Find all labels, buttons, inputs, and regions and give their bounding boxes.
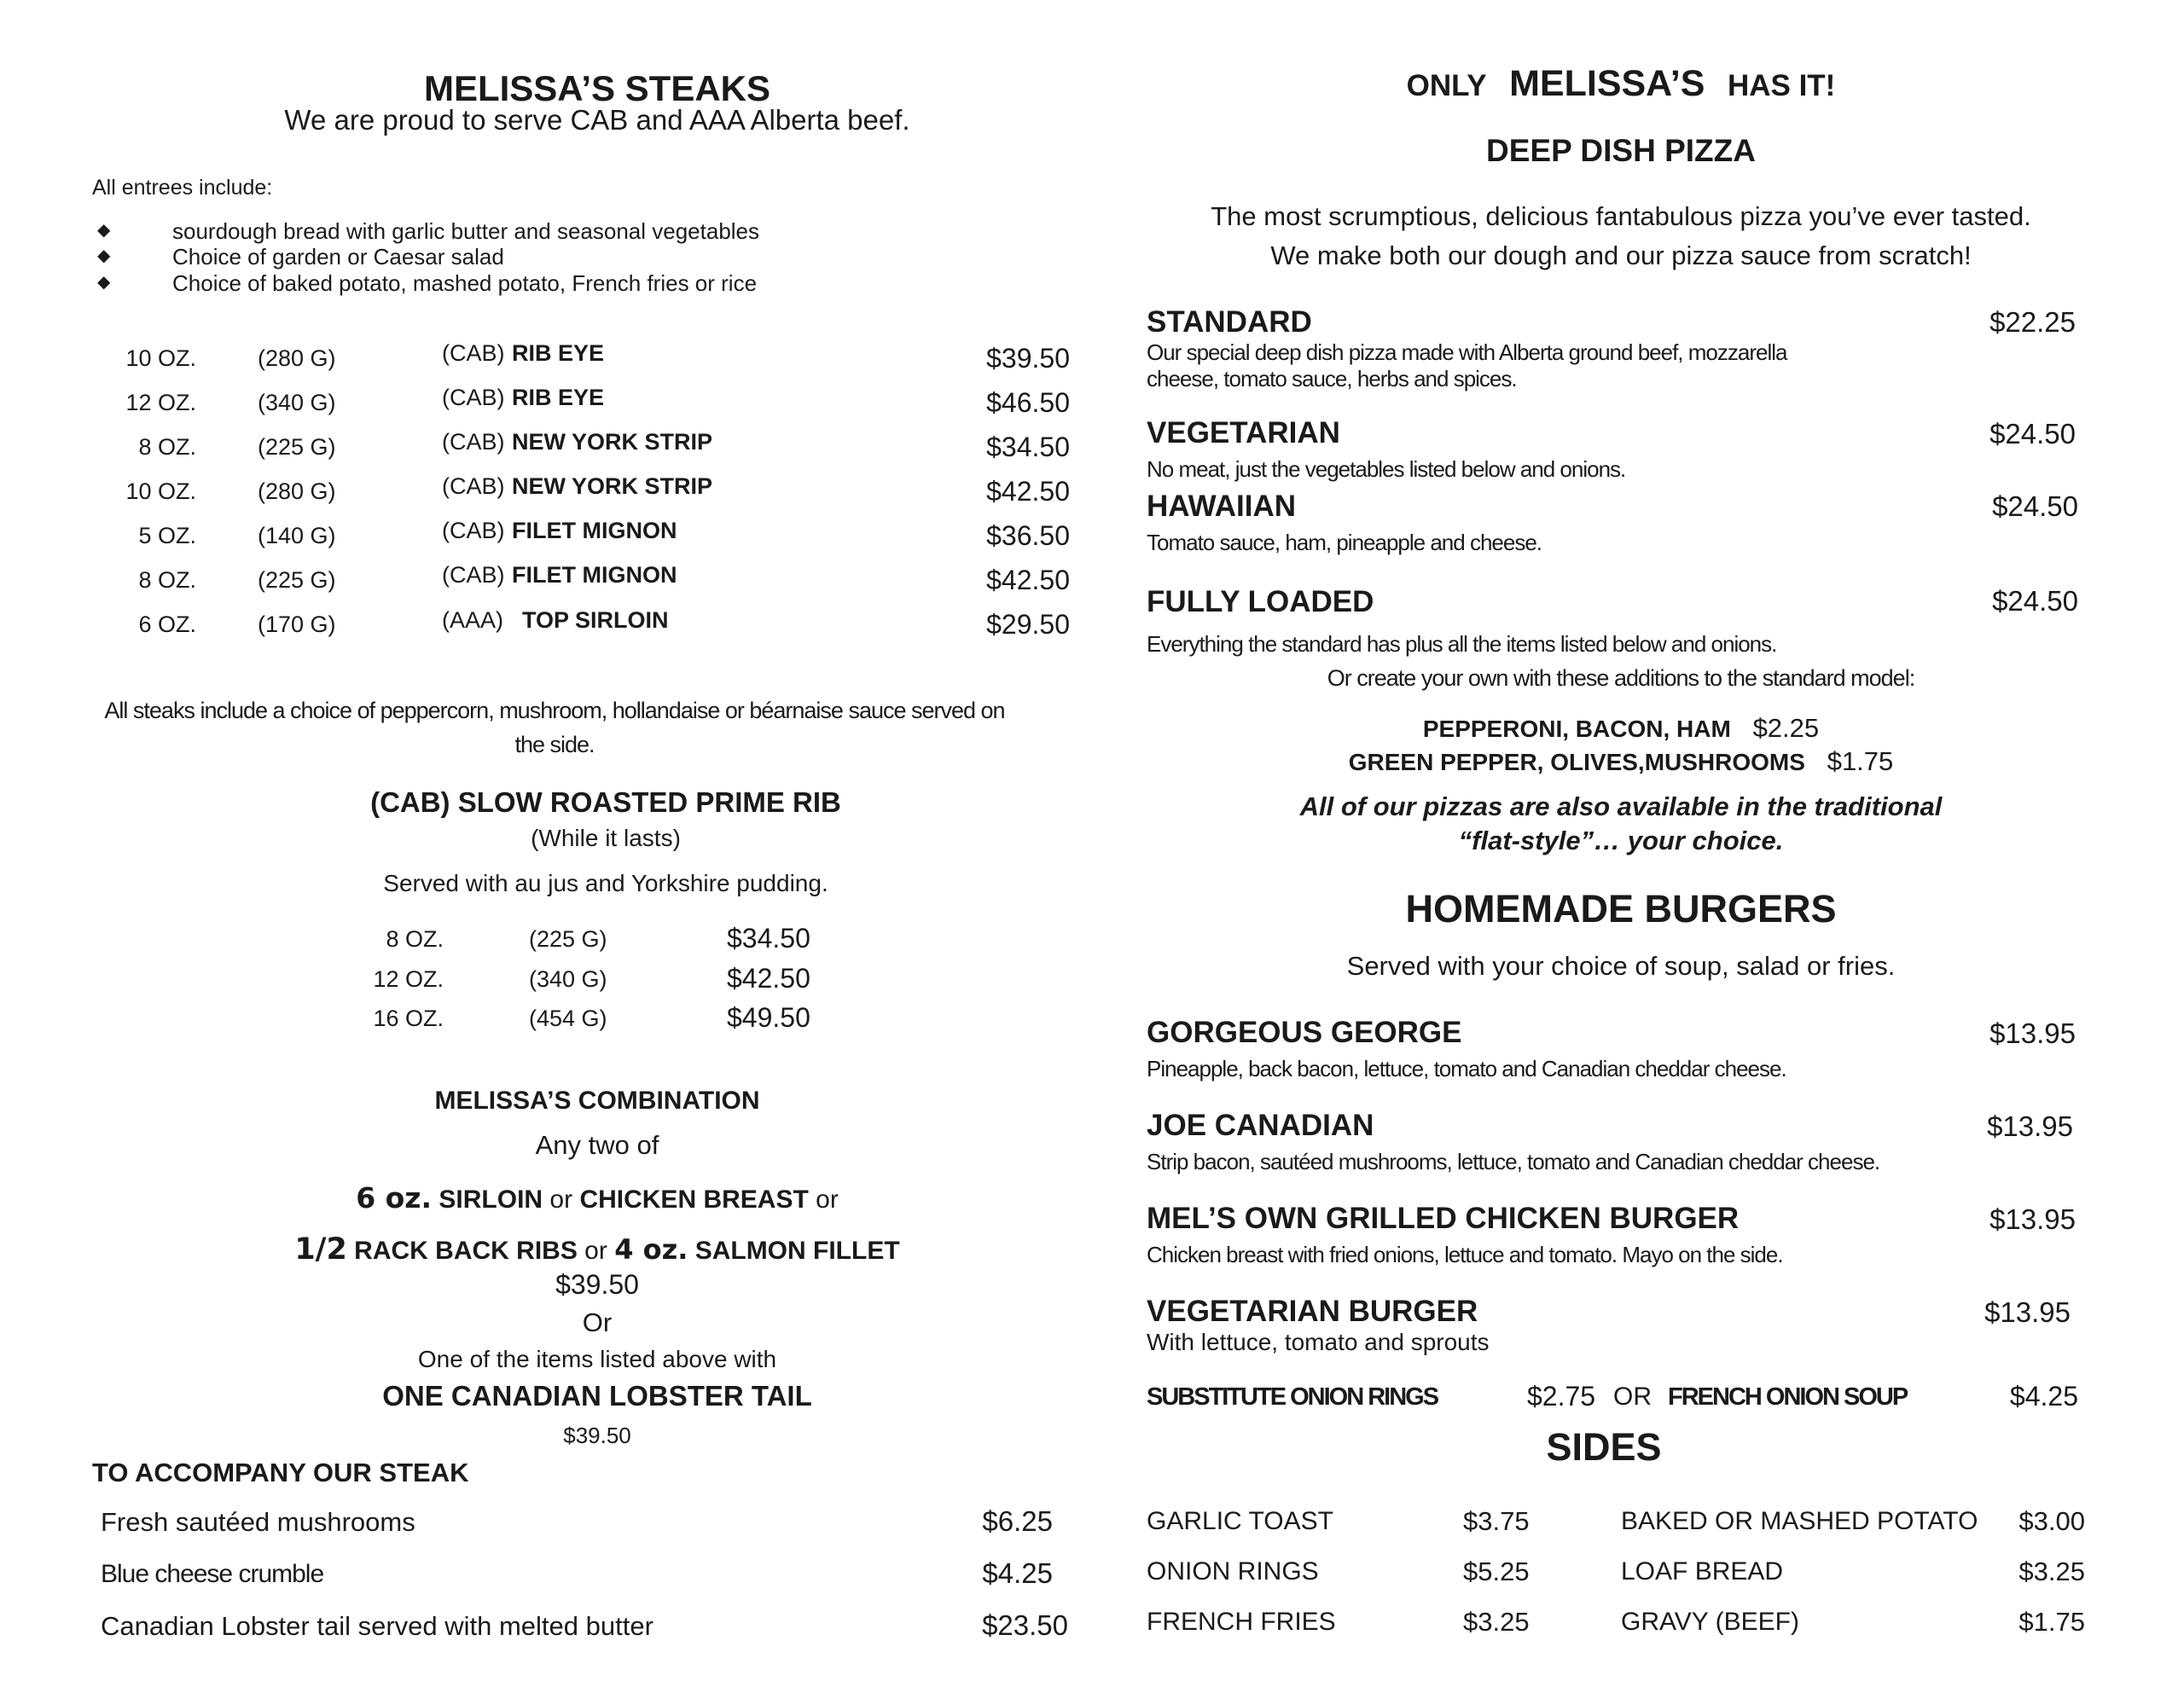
addition-line xyxy=(1194,713,2048,744)
steak-price: $34.50 xyxy=(986,432,1070,462)
steak-grams: (140 G) xyxy=(258,523,336,548)
steak-name: RIB EYE xyxy=(512,385,605,410)
burger-price: $13.95 xyxy=(1989,1017,2076,1049)
steak-grade: (CAB) xyxy=(442,340,505,366)
steak-grade: (CAB) xyxy=(442,518,505,543)
steak-name: RIB EYE xyxy=(512,340,605,366)
burgers-subtitle: Served with your choice of soup, salad or fries. xyxy=(1346,951,1896,981)
steak-name: FILET MIGNON xyxy=(512,518,677,543)
side-price: $1.75 xyxy=(2018,1607,2085,1637)
side-name: ONION RINGS xyxy=(1147,1557,1319,1586)
burger-name: GORGEOUS GEORGE xyxy=(1147,1016,1462,1049)
sauce-note: All steaks include a choice of peppercorn, mushroom, hollandaise or béarnaise sauce served on xyxy=(104,698,1005,723)
steak-price: $39.50 xyxy=(986,343,1070,374)
steak-oz: 8 OZ. xyxy=(138,434,196,460)
accompany-title: TO ACCOMPANY OUR STEAK xyxy=(92,1458,469,1487)
steak-oz: 12 OZ. xyxy=(125,390,196,415)
prime-rib-note: (While it lasts) xyxy=(531,825,681,851)
steak-grade: (CAB) xyxy=(442,429,505,455)
pizza-desc-cont: We make both our dough and our pizza sauce from scratch! xyxy=(1270,241,1972,270)
combo-lobster-price: $39.50 xyxy=(563,1423,631,1448)
addition-line xyxy=(1194,746,2048,777)
steak-oz: 8 OZ. xyxy=(138,567,196,593)
prime-rib-price: $49.50 xyxy=(727,1002,810,1033)
steak-grams: (340 G) xyxy=(258,390,336,415)
pizza-name: STANDARD xyxy=(1147,305,1312,339)
combo-alt-line: One of the items listed above with xyxy=(417,1346,777,1372)
steak-grade: (CAB) xyxy=(442,385,505,410)
accompany-item-name: Canadian Lobster tail served with melted butter xyxy=(101,1611,653,1641)
prime-rib-grams: (340 G) xyxy=(529,966,607,992)
steak-grade: (CAB) xyxy=(442,562,505,588)
substitute-onion-rings-price: $2.75 xyxy=(1527,1381,1596,1412)
sides-title: SIDES xyxy=(1546,1425,1662,1469)
side-name: FRENCH FRIES xyxy=(1147,1608,1336,1636)
combo-or: or xyxy=(543,1186,580,1214)
side-price: $3.25 xyxy=(1463,1607,1530,1637)
combo-lobster: ONE CANADIAN LOBSTER TAIL xyxy=(382,1380,812,1412)
steak-grams: (280 G) xyxy=(258,478,336,504)
steak-grade: (CAB) xyxy=(442,473,505,499)
steak-price: $29.50 xyxy=(986,609,1070,640)
burgers-title: HOMEMADE BURGERS xyxy=(1405,887,1837,930)
list-item: sourdough bread with garlic butter and seasonal vegetables xyxy=(172,218,760,244)
combo-sirloin: SIRLOIN xyxy=(432,1186,543,1214)
pizza-title: DEEP DISH PIZZA xyxy=(1486,133,1756,168)
combo-or: or xyxy=(808,1186,839,1214)
only-melissas-header xyxy=(1280,63,1962,105)
burger-price: $13.95 xyxy=(1987,1110,2073,1142)
burger-desc: Chicken breast with fried onions, lettuce and tomato. Mayo on the side. xyxy=(1147,1242,1783,1267)
prime-rib-oz: 16 OZ. xyxy=(373,1006,444,1031)
combo-or: or xyxy=(577,1237,615,1265)
steak-price: $42.50 xyxy=(986,476,1070,507)
pizza-price: $24.50 xyxy=(1989,418,2076,449)
combo-sirloin-size: 6 oz. xyxy=(356,1181,433,1215)
substitute-soup-price: $4.25 xyxy=(2009,1381,2078,1412)
substitute-onion-rings: SUBSTITUTE ONION RINGS xyxy=(1147,1383,1438,1411)
pizza-name: HAWAIIAN xyxy=(1147,490,1296,523)
burger-price: $13.95 xyxy=(1984,1296,2071,1328)
combo-or-text: Or xyxy=(582,1307,613,1337)
steak-price: $42.50 xyxy=(986,565,1070,595)
burger-name: MEL’S OWN GRILLED CHICKEN BURGER xyxy=(1147,1202,1740,1235)
combo-option-line-1 xyxy=(256,1181,938,1215)
header-melissas: MELISSA’S xyxy=(1509,63,1705,104)
pizza-price: $24.50 xyxy=(1992,585,2078,617)
steak-price: $46.50 xyxy=(986,387,1070,418)
substitute-french-onion-soup: FRENCH ONION SOUP xyxy=(1668,1383,1908,1411)
accompany-item-name: Blue cheese crumble xyxy=(101,1560,324,1588)
prime-rib-title: (CAB) SLOW ROASTED PRIME RIB xyxy=(370,786,841,818)
steak-grams: (280 G) xyxy=(258,345,336,371)
pizza-price: $24.50 xyxy=(1992,490,2078,522)
pizza-desc-line: No meat, just the vegetables listed below and onions. xyxy=(1147,456,1626,482)
steak-name: FILET MIGNON xyxy=(512,562,677,588)
accompany-item-name: Fresh sautéed mushrooms xyxy=(101,1507,415,1537)
combo-any-two: Any two of xyxy=(535,1130,659,1160)
steaks-title: MELISSA’S STEAKS xyxy=(423,68,771,108)
combo-chicken: CHICKEN BREAST xyxy=(579,1186,809,1214)
steak-oz: 10 OZ. xyxy=(125,345,196,371)
side-price: $3.00 xyxy=(2018,1506,2085,1536)
pizza-desc: The most scrumptious, delicious fantabulous pizza you’ve ever tasted. xyxy=(1211,201,2031,231)
prime-rib-served: Served with au jus and Yorkshire pudding. xyxy=(383,870,828,896)
burger-price: $13.95 xyxy=(1989,1203,2076,1235)
bullet-diamond-icon: ◆ xyxy=(97,221,111,240)
combo-title: MELISSA’S COMBINATION xyxy=(434,1087,760,1115)
side-name: GARLIC TOAST xyxy=(1147,1507,1333,1535)
steak-grade: (AAA) xyxy=(442,607,504,633)
side-name: GRAVY (BEEF) xyxy=(1621,1608,1799,1636)
create-own-text: Or create your own with these additions to the standard model: xyxy=(1327,665,1915,691)
combo-salmon-size: 4 oz. xyxy=(614,1233,688,1266)
addition-items: GREEN PEPPER, OLIVES,MUSHROOMS xyxy=(1348,749,1805,775)
prime-rib-price: $34.50 xyxy=(727,923,810,954)
pizza-desc-line: Our special deep dish pizza made with Alberta ground beef, mozzarella xyxy=(1147,339,1787,365)
prime-rib-grams: (225 G) xyxy=(529,926,607,952)
side-price: $3.25 xyxy=(2018,1557,2085,1586)
side-price: $3.75 xyxy=(1463,1506,1530,1536)
steak-oz: 10 OZ. xyxy=(125,478,196,504)
steak-oz: 5 OZ. xyxy=(138,523,196,548)
includes-label: All entrees include: xyxy=(92,176,273,200)
prime-rib-grams: (454 G) xyxy=(529,1006,607,1031)
header-only: ONLY xyxy=(1406,69,1487,102)
steak-grams: (170 G) xyxy=(258,612,336,637)
combo-ribs-size: 1/2 xyxy=(294,1232,347,1267)
side-name: BAKED OR MASHED POTATO xyxy=(1621,1507,1978,1535)
list-item: Choice of baked potato, mashed potato, French fries or rice xyxy=(172,270,758,296)
burger-desc: Pineapple, back bacon, lettuce, tomato and Canadian cheddar cheese. xyxy=(1147,1056,1786,1081)
combo-option-line-2 xyxy=(256,1232,938,1267)
steak-name: NEW YORK STRIP xyxy=(512,473,713,499)
steaks-subtitle: We are proud to serve CAB and AAA Alberta beef. xyxy=(284,104,910,136)
substitute-or: OR xyxy=(1613,1383,1652,1411)
flat-style-note: All of our pizzas are also available in the traditional xyxy=(1299,791,1943,821)
header-has-it: HAS IT! xyxy=(1727,69,1836,102)
combo-price: $39.50 xyxy=(555,1269,639,1300)
burger-name: JOE CANADIAN xyxy=(1147,1109,1374,1142)
accompany-item-price: $4.25 xyxy=(982,1557,1053,1589)
combo-ribs: RACK BACK RIBS xyxy=(346,1237,578,1265)
pizza-desc-line: Everything the standard has plus all the items listed below and onions. xyxy=(1147,631,1777,657)
accompany-item-price: $6.25 xyxy=(982,1505,1053,1537)
steak-price: $36.50 xyxy=(986,520,1070,551)
bullet-diamond-icon: ◆ xyxy=(97,273,111,292)
steak-name: TOP SIRLOIN xyxy=(522,607,669,633)
addition-price: $1.75 xyxy=(1827,746,1894,776)
bullet-diamond-icon: ◆ xyxy=(97,246,111,265)
list-item: Choice of garden or Caesar salad xyxy=(172,244,504,270)
sauce-note-cont: the side. xyxy=(514,732,595,757)
steak-oz: 6 OZ. xyxy=(138,612,196,637)
steak-grams: (225 G) xyxy=(258,434,336,460)
burger-name: VEGETARIAN BURGER xyxy=(1147,1295,1478,1328)
flat-style-note-cont: “flat-style”… your choice. xyxy=(1458,826,1784,855)
pizza-price: $22.25 xyxy=(1989,306,2076,338)
addition-items: PEPPERONI, BACON, HAM xyxy=(1422,716,1731,742)
pizza-name: VEGETARIAN xyxy=(1147,416,1340,449)
side-price: $5.25 xyxy=(1463,1557,1530,1586)
steak-name: NEW YORK STRIP xyxy=(512,429,713,455)
prime-rib-price: $42.50 xyxy=(727,963,810,994)
pizza-desc-line: cheese, tomato sauce, herbs and spices. xyxy=(1147,366,1517,391)
accompany-item-price: $23.50 xyxy=(982,1609,1068,1641)
burger-desc: Strip bacon, sautéed mushrooms, lettuce, tomato and Canadian cheddar cheese. xyxy=(1147,1149,1880,1174)
prime-rib-oz: 8 OZ. xyxy=(386,926,444,952)
prime-rib-oz: 12 OZ. xyxy=(373,966,444,992)
side-name: LOAF BREAD xyxy=(1621,1557,1784,1586)
burger-desc: With lettuce, tomato and sprouts xyxy=(1147,1329,1490,1355)
combo-salmon: SALMON FILLET xyxy=(688,1237,900,1265)
pizza-name: FULLY LOADED xyxy=(1147,585,1374,618)
steak-grams: (225 G) xyxy=(258,567,336,593)
pizza-desc-line: Tomato sauce, ham, pineapple and cheese. xyxy=(1147,530,1542,555)
addition-price: $2.25 xyxy=(1752,713,1820,743)
